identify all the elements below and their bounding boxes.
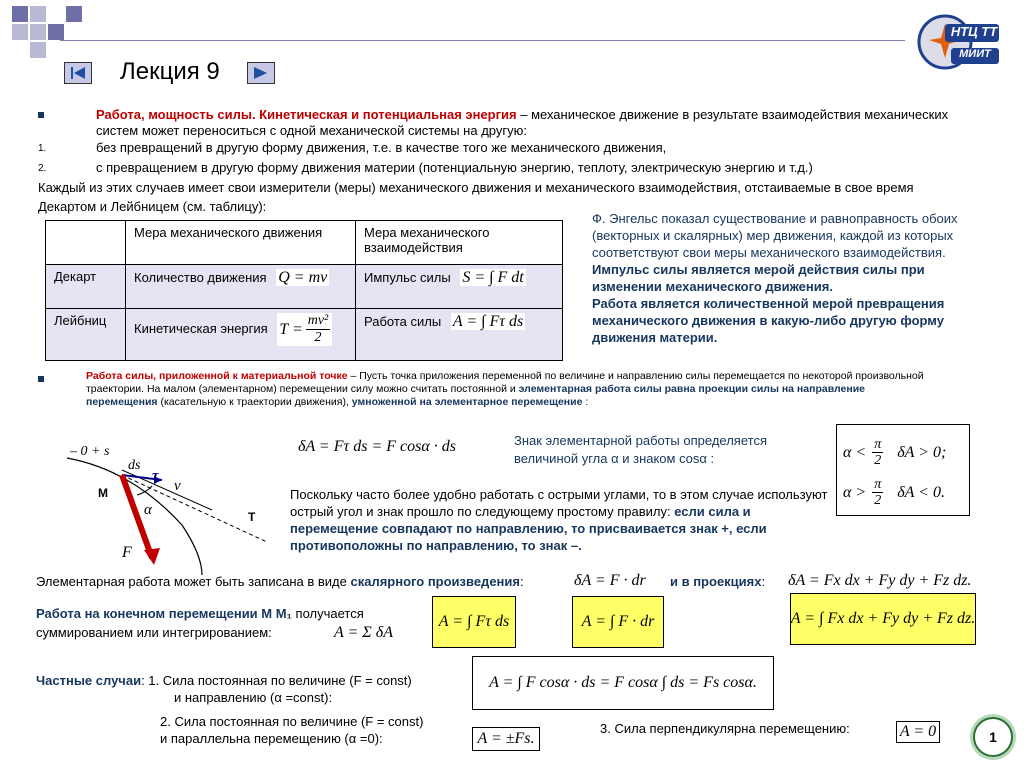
denominator: 2 [314,330,322,345]
engels-work: Работа является количественной мерой превращения механического движения в какую-либо другую форму движения материи. [592,296,945,345]
case2b-text: и параллельна перемещению (α =0): [160,731,383,746]
sum-formula: A = Σ δA [334,624,393,641]
table-cell [126,265,356,309]
decor-square [12,24,28,40]
sign-rule-rhs: δA < 0. [897,483,945,501]
ds-label: ds [128,458,141,473]
sign-rules-box [836,424,970,516]
special-case-2 [160,713,460,747]
sign-rule-2 [843,477,945,508]
v-label: v [174,478,181,494]
item-number: 2. [38,163,47,174]
prev-slide-button[interactable] [64,62,92,84]
intro-item-1: без превращений в другую форму движения, т.е. в качестве того же механического движения, [96,140,667,155]
case1b-text: и направлению (α =const): [174,690,333,705]
numerator: π [874,477,882,492]
case1-formula-box [472,656,774,710]
acute-text: Поскольку часто более удобно работать с острыми углами, то в этом случае используют острый угол и знак прошло по следующему простому правилу: [290,487,828,519]
case1-formula: A = ∫ F cosα · ds = F cosα ∫ ds = Fs cosα. [489,674,757,691]
alpha-label: α [144,502,152,518]
sign-rule-lhs: α < [843,443,867,461]
work-def-highlight: умноженной на элементарное перемещение [351,396,583,408]
header-divider [60,40,905,41]
cell-formula: S = ∫ F dt [462,269,524,286]
special-label: Частные случаи [36,673,142,688]
force-diagram [62,440,292,575]
formula-lhs: T = [279,320,303,338]
finite-text: получается суммированием или интегрированием: [36,606,364,640]
numerator: π [874,437,882,452]
integral-formula: A = ∫ F · dr [581,613,655,630]
decor-square [48,24,64,40]
projection-text: и в проекциях [670,574,762,589]
denominator: 2 [874,493,882,508]
cell-formula: A = ∫ Fτ ds [452,313,524,330]
scalar-highlight: скалярного произведения [350,574,520,589]
fraction [872,477,883,508]
case3-formula-box [896,721,940,743]
logo-top-text: НТЦ ТТ [950,24,998,39]
case2-text: 2. Сила постоянная по величине (F = const) [160,714,424,729]
case2-formula: A = ±Fs. [477,730,535,747]
case2-formula-box [472,727,540,751]
next-slide-button[interactable] [247,62,275,84]
integral-box-2 [572,596,664,648]
m-label: M [98,486,108,500]
decor-square [66,6,82,22]
t-label: T [248,510,256,524]
decor-square [30,24,46,40]
tau-label: τ [152,468,159,484]
denominator: 2 [874,453,882,468]
logo-bottom-text: МИИТ [959,48,991,60]
decor-square [30,42,46,58]
intro-para: Каждый из этих случаев имеет свои измерители (меры) механического движения и механического взаимодействия, отстаиваемые в свое время Декартом и Лейбницем (см. таблицу): [38,180,914,214]
finite-bold: Работа на конечном перемещении M M₁ [36,606,292,621]
special-case-3: 3. Сила перпендикулярна перемещению: [600,721,850,736]
scalar-formula: δA = F · dr [574,572,646,589]
projection-formula: δA = Fx dx + Fy dy + Fz dz. [788,572,972,589]
integral-formula: A = ∫ Fτ ds [438,613,510,630]
cell-label: Кинетическая энергия [134,320,268,336]
logo [915,10,1000,70]
decor-square [30,6,46,22]
numerator: mv² [307,313,329,328]
case1-text: : 1. Сила постоянная по величине (F = const) [141,673,412,688]
engels-block [592,210,982,346]
cell-label: Работа силы [364,314,442,329]
work-definition [86,370,936,409]
scalar-text: Элементарная работа может быть записана в виде [36,574,351,589]
origin-label: – 0 + s [70,444,110,459]
colon: : [761,574,766,589]
intro-item-2: с превращением в другую форму движения материи (потенциальную энергию, теплоту, электрическую энергию и т.д.) [96,160,813,175]
acute-bold: если сила и перемещение совпадают по направлению, то присваивается знак +, если противоположны по направлению, то знак –. [290,504,767,553]
integral-formula: A = ∫ Fx dx + Fy dy + Fz dz. [790,610,976,627]
work-def-highlight: элементарная работа силы равна проекции силы на направление перемещения [86,383,866,408]
intro-paragraph [96,107,956,139]
work-def-heading: Работа силы, приложенной к материальной точке [86,370,348,382]
integral-box-3 [790,593,976,645]
projection-label [670,574,765,589]
cell-formula [277,313,332,346]
decor-square [12,6,28,22]
sign-rule-lhs: α > [843,483,867,501]
scalar-line [36,574,524,589]
page-number-badge: 1 [973,717,1013,757]
table-cell [126,309,356,361]
case3-formula: A = 0 [899,723,937,740]
table-row-name: Лейбниц [46,309,126,361]
work-def-text: (касательную к траектории движения), [157,396,352,408]
prev-arrow-icon [70,66,86,80]
bullet [38,112,44,118]
table-header-empty [46,221,126,265]
cell-label: Импульс силы [364,270,451,285]
sign-rule-rhs: δA > 0; [897,443,947,461]
fraction [872,437,883,468]
measures-table [45,220,563,361]
table-cell [356,309,563,361]
table-row-name: Декарт [46,265,126,309]
work-def-text: – Пусть точка приложения переменной по величине и направлению силы перемещается по некоторой произвольной траектории. На малом (элементарном) перемещении силу можно считать постоянной и [86,370,924,395]
sign-text: Знак элементарной работы определяется величиной угла α и знаком cosα : [514,433,767,466]
elementary-work-formula: δA = Fτ ds = F cosα · ds [298,438,456,455]
cell-label: Количество движения [134,270,267,285]
intro-heading: Работа, мощность силы. Кинетическая и потенциальная энергия [96,107,517,122]
table-header-col1: Мера механического движения [126,221,356,265]
logo-emblem-icon [915,10,1000,70]
acute-rule [290,486,830,554]
fraction [306,313,331,346]
page-title: Лекция 9 [120,58,220,85]
item-number: 1. [38,143,47,154]
sign-rule-1 [843,437,946,468]
cell-formula: Q = mv [278,269,328,286]
work-def-text: : [582,396,589,408]
next-arrow-icon [253,66,269,80]
bullet [38,376,44,382]
trajectory-diagram-icon [62,440,292,575]
f-label: F [122,544,132,561]
colon: : [519,574,524,589]
table-cell [356,265,563,309]
engels-text: Ф. Энгельс показал существование и равноправность обоих (векторных и скалярных) мер движения, каждой из которых соответствуют свои меры механического взаимодействия. [592,211,958,260]
intro-text: – механическое движение в результате взаимодействия механических систем может переноситься с одной механической системы на другую: [96,107,949,138]
special-case-1 [36,672,456,706]
integral-box-1 [432,596,516,648]
table-header-col2: Мера механического взаимодействия [356,221,563,265]
engels-impulse: Импульс силы является мерой действия силы при изменении механического движения. [592,262,925,294]
